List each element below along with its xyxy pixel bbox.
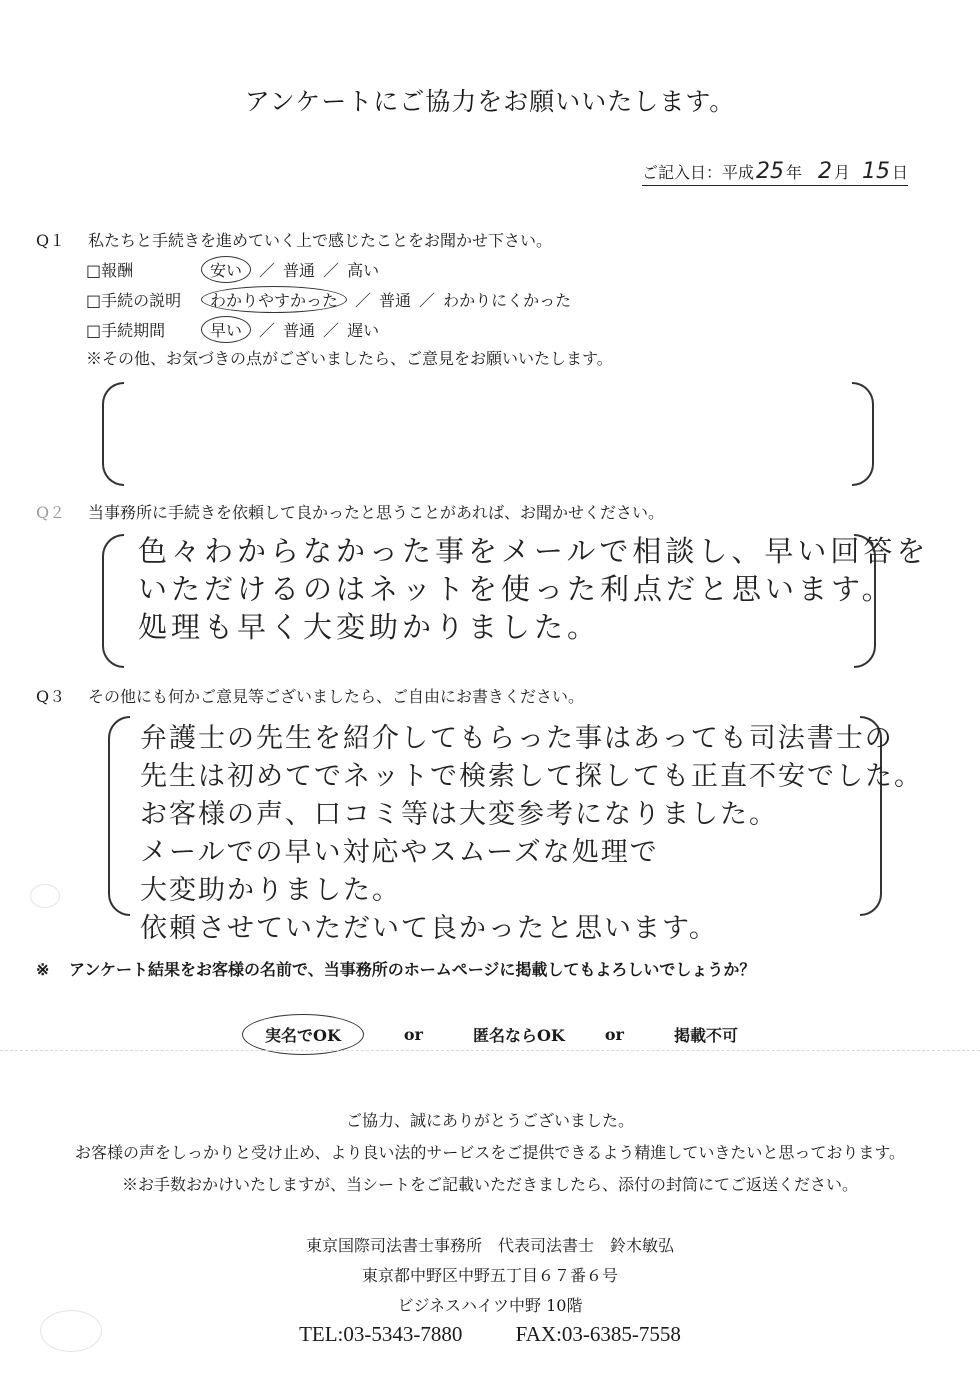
period-label: □手続期間 <box>86 321 166 340</box>
fee-label: □報酬 <box>86 261 134 280</box>
q3-answer-line: お客様の声、口コミ等は大変参考になりました。 <box>140 799 778 830</box>
q2-answer-line: いただけるのはネットを使った利点だと思います。 <box>138 572 895 606</box>
date-year: 25 <box>755 159 784 184</box>
q2-answer-line: 色々わからなかった事をメールで相談し、早い回答を <box>138 534 930 568</box>
contact-numbers <box>0 1322 980 1347</box>
office-address: 東京都中野区中野五丁目６７番６号 <box>361 1266 618 1285</box>
q2-answer-line: 処理も早く大変助かりました。 <box>138 610 601 644</box>
q1-comment-box-right <box>852 382 874 486</box>
choice-anonymous-ok[interactable]: 匿名ならOK <box>472 1026 565 1045</box>
office-name: 東京国際司法書士事務所 代表司法書士 鈴木敏弘 <box>305 1236 674 1255</box>
footer-message: お客様の声をしっかりと受け止め、より良い法的サービスをご提供できるよう精進していきたいと思っております。 <box>74 1143 906 1162</box>
q1-comment-box-left <box>102 382 124 486</box>
date-day-unit: 日 <box>891 163 908 182</box>
date-month-unit: 月 <box>833 163 850 182</box>
publish-question <box>36 957 755 980</box>
office-building: ビジネスハイツ中野 10階 <box>397 1296 583 1315</box>
survey-title: アンケートにご協力をお願いいたします。 <box>244 87 736 116</box>
fee-option-normal[interactable]: 普通 <box>283 261 316 280</box>
explanation-option-clear-circled[interactable]: わかりやすかった <box>201 286 347 313</box>
q3-answer-line: メールでの早い対応やスムーズな処理で <box>140 837 659 868</box>
date-prefix: ご記入日：平成 <box>641 163 754 182</box>
fee-option-high[interactable]: 高い <box>347 261 380 280</box>
choice-not-published[interactable]: 掲載不可 <box>673 1026 738 1045</box>
q1-question <box>36 228 552 251</box>
q3-answer-line: 先生は初めてでネットで検索して探しても正直不安でした。 <box>140 761 923 792</box>
q1-note: ※その他、お気づきの点がございましたら、ご意見をお願いいたします。 <box>86 349 613 368</box>
period-option-normal[interactable]: 普通 <box>283 321 316 340</box>
office-tel: TEL:03-5343-7880 <box>299 1322 463 1346</box>
publish-choices <box>0 1014 980 1055</box>
date-year-unit: 年 <box>785 163 802 182</box>
choice-real-name-ok-circled[interactable]: 実名でOK <box>242 1014 364 1055</box>
q3-text: その他にも何かご意見等ございましたら、ご自由にお書きください。 <box>88 687 585 706</box>
q2-text: 当事務所に手続きを依頼して良かったと思うことがあれば、お聞かせください。 <box>88 503 665 522</box>
q1-explanation-row: □手続の説明 わかりやすかった ／ 普通 ／ わかりにくかった <box>86 286 571 313</box>
footer-thanks: ご協力、誠にありがとうございました。 <box>345 1111 634 1130</box>
period-option-fast-circled[interactable]: 早い <box>201 316 251 343</box>
publish-text: アンケート結果をお客様の名前で、当事務所のホームページに掲載してもよろしいでしょうか？ <box>68 960 756 979</box>
choice-or: or <box>403 1025 423 1044</box>
q2-number: Q２ <box>36 503 66 522</box>
cut-line <box>0 1050 980 1051</box>
q3-question <box>36 684 584 707</box>
q3-number: Q３ <box>36 687 66 706</box>
q2-answer-box-left <box>102 534 124 668</box>
explanation-label: □手続の説明 <box>86 291 182 310</box>
q2-answer[interactable] <box>138 532 929 646</box>
publish-mark: ※ <box>36 960 50 979</box>
q3-answer[interactable] <box>140 720 923 948</box>
choice-or: or <box>604 1025 624 1044</box>
q3-answer-line: 依頼させていただいて良かったと思います。 <box>140 913 718 944</box>
q1-number: Q１ <box>36 231 66 250</box>
fee-option-cheap-circled[interactable]: 安い <box>201 256 251 283</box>
date-month: 2 <box>817 159 832 184</box>
scan-mark <box>30 884 60 908</box>
office-fax: FAX:03-6385-7558 <box>515 1322 681 1346</box>
q3-answer-line: 大変助かりました。 <box>140 875 401 906</box>
entry-date <box>642 160 908 186</box>
q1-text: 私たちと手続きを進めていく上で感じたことをお聞かせ下さい。 <box>88 231 553 250</box>
period-option-slow[interactable]: 遅い <box>347 321 380 340</box>
date-day: 15 <box>861 159 890 184</box>
q3-answer-line: 弁護士の先生を紹介してもらった事はあっても司法書士の <box>140 723 894 754</box>
q1-comment-area[interactable] <box>126 386 850 478</box>
q3-answer-box-left <box>108 716 130 916</box>
q2-question <box>36 500 664 523</box>
q1-fee-row: □報酬 安い ／ 普通 ／ 高い <box>86 256 379 283</box>
footer-return-note: ※お手数おかけいたしますが、当シートをご記載いただきましたら、添付の封筒にてご返送ください。 <box>121 1175 858 1194</box>
q1-period-row: □手続期間 早い ／ 普通 ／ 遅い <box>86 316 379 343</box>
explanation-option-normal[interactable]: 普通 <box>379 291 412 310</box>
explanation-option-unclear[interactable]: わかりにくかった <box>443 291 572 310</box>
